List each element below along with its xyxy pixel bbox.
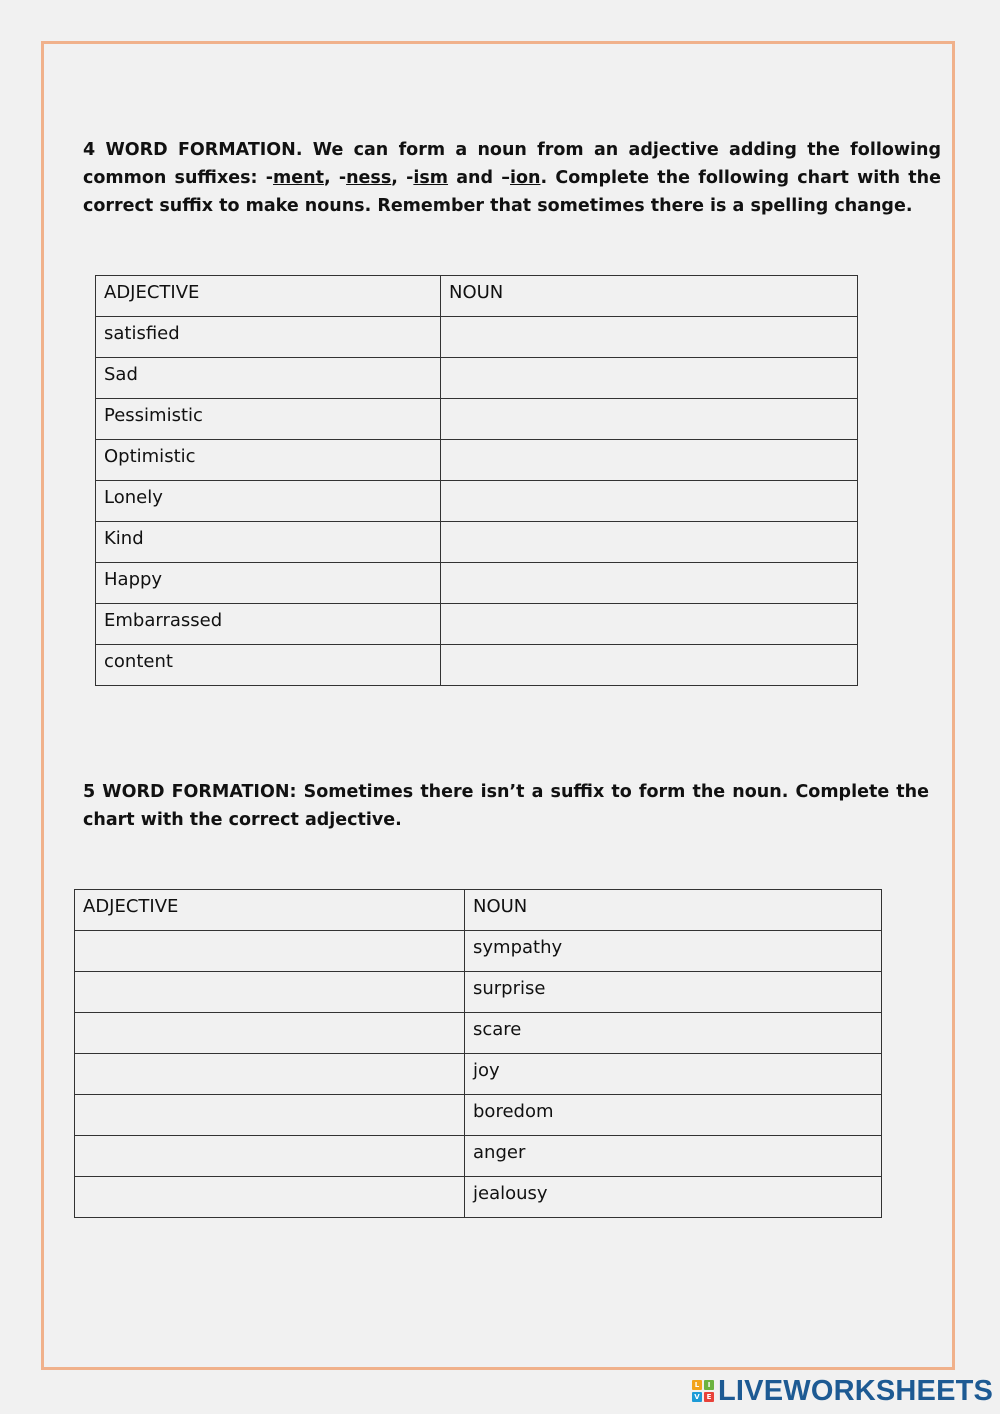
exercise-5-instructions: 5 WORD FORMATION: Sometimes there isn’t a suffix to form the noun. Complete the chart with the correct adjective. [83, 782, 929, 830]
suffix-ion: ion [510, 168, 541, 188]
exercise-5-chart [74, 889, 882, 1218]
adjective-cell: Sad [96, 358, 441, 399]
table-row [96, 399, 858, 440]
logo-square-l: L [692, 1380, 702, 1390]
adjective-cell: Embarrassed [96, 604, 441, 645]
table-row [75, 1095, 882, 1136]
noun-answer-cell[interactable] [441, 645, 858, 686]
logo-wordmark: LIVEWORKSHEETS [718, 1375, 994, 1407]
noun-answer-cell[interactable] [441, 399, 858, 440]
logo-icon [692, 1380, 714, 1402]
header-noun: NOUN [465, 890, 882, 931]
adjective-answer-cell[interactable] [75, 1136, 465, 1177]
adjective-answer-cell[interactable] [75, 972, 465, 1013]
noun-answer-cell[interactable] [441, 317, 858, 358]
exercise-4-instructions: 4 WORD FORMATION. We can form a noun from an adjective adding the following common suffixes: -ment, -ness, -ism and –ion. Complete the following chart with the correct suffix to make nouns. Remember that sometimes there is a spelling change. [83, 140, 941, 216]
logo-square-e: E [704, 1392, 714, 1402]
logo-square-i: I [704, 1380, 714, 1390]
adjective-answer-cell[interactable] [75, 1095, 465, 1136]
adjective-answer-cell[interactable] [75, 1013, 465, 1054]
header-adjective: ADJECTIVE [96, 276, 441, 317]
adjective-answer-cell[interactable] [75, 1054, 465, 1095]
table-row [75, 1013, 882, 1054]
table-row [75, 1136, 882, 1177]
noun-answer-cell[interactable] [441, 604, 858, 645]
table-row [96, 358, 858, 399]
adjective-answer-cell[interactable] [75, 931, 465, 972]
noun-cell: scare [465, 1013, 882, 1054]
table-row [75, 931, 882, 972]
noun-cell: joy [465, 1054, 882, 1095]
noun-cell: surprise [465, 972, 882, 1013]
noun-cell: jealousy [465, 1177, 882, 1218]
noun-answer-cell[interactable] [441, 563, 858, 604]
table-row [75, 1054, 882, 1095]
adjective-cell: Pessimistic [96, 399, 441, 440]
exercise-4-chart [95, 275, 858, 686]
table-row [96, 563, 858, 604]
adjective-cell: Lonely [96, 481, 441, 522]
adjective-cell: Kind [96, 522, 441, 563]
suffix-ment: ment [273, 168, 324, 188]
table-header-row [96, 276, 858, 317]
header-noun: NOUN [441, 276, 858, 317]
noun-cell: anger [465, 1136, 882, 1177]
noun-cell: boredom [465, 1095, 882, 1136]
adjective-cell: content [96, 645, 441, 686]
noun-answer-cell[interactable] [441, 522, 858, 563]
header-adjective: ADJECTIVE [75, 890, 465, 931]
suffix-ness: ness [346, 168, 392, 188]
table-row [96, 317, 858, 358]
logo-square-v: V [692, 1392, 702, 1402]
table-row [96, 645, 858, 686]
table-row [75, 1177, 882, 1218]
liveworksheets-logo [692, 1376, 993, 1406]
noun-answer-cell[interactable] [441, 481, 858, 522]
table-row [96, 481, 858, 522]
noun-answer-cell[interactable] [441, 440, 858, 481]
noun-cell: sympathy [465, 931, 882, 972]
table-row [75, 972, 882, 1013]
adjective-cell: satisfied [96, 317, 441, 358]
noun-answer-cell[interactable] [441, 358, 858, 399]
table-header-row [75, 890, 882, 931]
table-row [96, 604, 858, 645]
adjective-cell: Optimistic [96, 440, 441, 481]
table-row [96, 440, 858, 481]
adjective-answer-cell[interactable] [75, 1177, 465, 1218]
table-row [96, 522, 858, 563]
suffix-ism: ism [413, 168, 449, 188]
adjective-cell: Happy [96, 563, 441, 604]
